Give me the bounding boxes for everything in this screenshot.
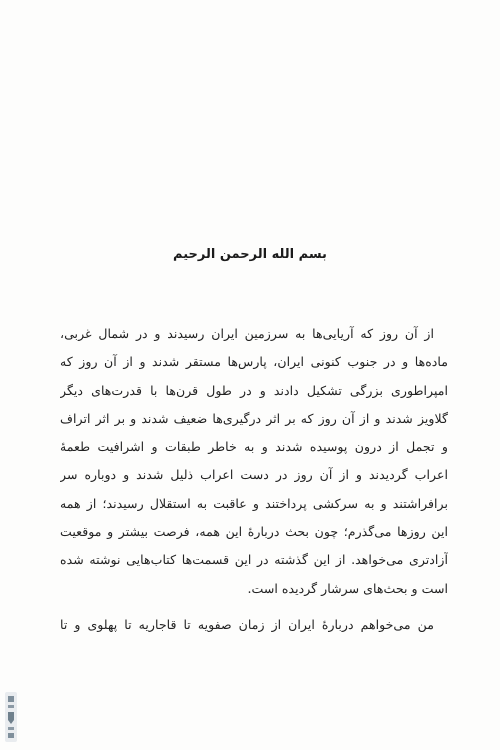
paragraph xyxy=(60,611,448,639)
text-line: برافراشتند و به سرکشی پرداختند و عاقبت به استقلال رسیدند؛ از همه xyxy=(60,495,448,511)
text-line: از آن روز که آریایی‌ها به سرزمین ایران رسیدند و در شمال غربی، xyxy=(60,326,434,341)
text-line: گلاویز شدند و از آن روز که بر اثر درگیری‌ها ضعیف شدند و بر اثر اتراف xyxy=(60,410,448,426)
text-line: ماده‌ها و در جنوب کنونی ایران، پارس‌ها مستقر شدند و از آن روز که xyxy=(60,354,448,370)
paragraph-gap xyxy=(60,603,448,611)
text-line: من می‌خواهم دربارهٔ ایران از زمان صفویه تا قاجاریه تا پهلوی و تا xyxy=(60,616,434,632)
text-line: امپراطوری بزرگی تشکیل دادند و در طول قرن‌ها با قدرت‌های دیگر xyxy=(60,382,448,398)
text-line: اعراب گردیدند و از آن روز در دست اعراب ذلیل شدند و دوباره سر xyxy=(60,467,448,483)
text-line: آزادتری می‌خواهد. از این گذشته در این قسمت‌ها کتاب‌هایی نوشته شده xyxy=(60,552,448,568)
publisher-logo-icon xyxy=(2,690,20,744)
body-text xyxy=(60,320,448,639)
text-line: و تجمل از درون پوسیده شدند و به خاطر طبقات و اشرافیت طعمهٔ xyxy=(60,439,448,455)
page-heading: بسم الله الرحمن الرحیم xyxy=(173,247,327,262)
text-line: این روزها می‌گذرم؛ چون بحث دربارهٔ این همه، فرصت بیشتر و موقعیت xyxy=(60,524,448,540)
paragraph xyxy=(60,320,448,603)
text-line: است و بحث‌های سرشار گردیده است. xyxy=(247,580,448,596)
